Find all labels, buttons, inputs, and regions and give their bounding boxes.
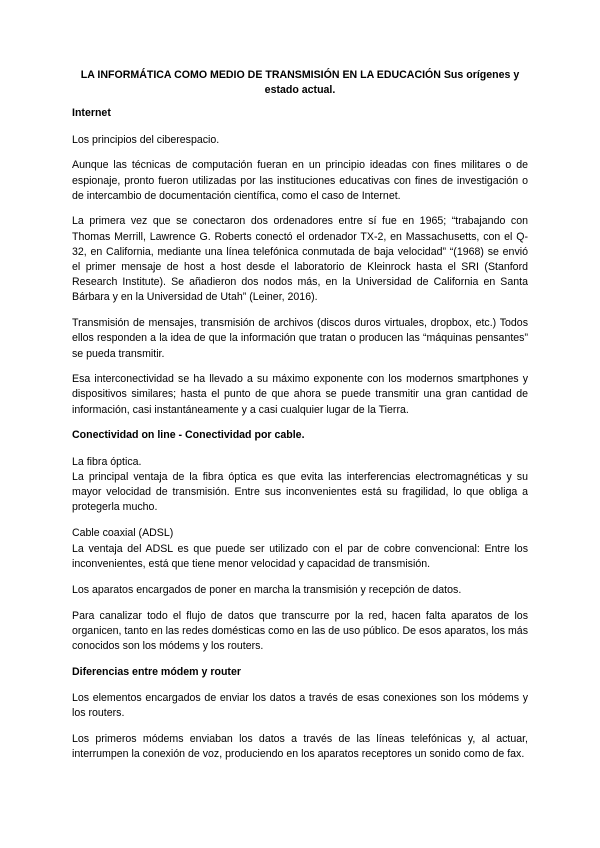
- paragraph: La primera vez que se conectaron dos ordenadores entre sí fue en 1965; “trabajando con Thomas Merrill, Lawrence G. Roberts conectó el ordenador TX-2, en Massachusetts, con el Q-32, en California, mediante una línea telefónica conmutada de baja velocidad” “(1968) se envió el primer mensaje de host a host desde el laboratorio de Kleinrock hasta el SRI (Stanford Research Institute). Se añadieron dos nodos más, en la Universidad de California en Santa Bárbara y en la Universidad de Utah” (Leiner, 2016).: [72, 215, 528, 304]
- section-heading-diferencias: Diferencias entre módem y router: [72, 665, 241, 678]
- subheading-cable: Cable coaxial (ADSL): [72, 527, 174, 540]
- paragraph: La principal ventaja de la fibra óptica es que evita las interferencias electromagnéticas y su mayor velocidad de transmisión. Entre sus inconvenientes está su fragilidad, lo que obliga a protegerla mucho.: [72, 470, 528, 514]
- section-heading-conectividad: Conectividad on line - Conectividad por cable.: [72, 429, 305, 442]
- paragraph: Transmisión de mensajes, transmisión de archivos (discos duros virtuales, dropbox, etc.) Todos ellos responden a la idea de que la información que tratan o producen las “máquinas pensantes” se pueda transmitir.: [72, 317, 528, 360]
- paragraph: Los aparatos encargados de poner en marcha la transmisión y recepción de datos.: [72, 583, 462, 596]
- document-title: LA INFORMÁTICA COMO MEDIO DE TRANSMISIÓN EN LA EDUCACIÓN Sus orígenes y estado actual.: [80, 69, 520, 97]
- paragraph: Los principios del ciberespacio.: [72, 133, 220, 146]
- fibra-optica-block: [72, 455, 528, 516]
- paragraph: La ventaja del ADSL es que puede ser utilizado con el par de cobre convencional: Entre los inconvenientes, está que tiene menor velocidad y capacidad de transmisión.: [72, 542, 528, 570]
- section-heading-internet: Internet: [72, 107, 111, 120]
- cable-coaxial-block: [72, 526, 528, 572]
- paragraph: Esa interconectividad se ha llevado a su máximo exponente con los modernos smartphones y dispositivos similares; hasta el punto de que ahora se puede transmitir una gran cantidad de información, casi instantáneamente y a casi cualquier lugar de la Tierra.: [72, 373, 528, 416]
- subheading-fibra: La fibra óptica.: [72, 455, 142, 468]
- paragraph: Los elementos encargados de enviar los datos a través de esas conexiones son los módems y los routers.: [72, 692, 528, 720]
- paragraph: Aunque las técnicas de computación fueran en un principio ideadas con fines militares o de espionaje, pronto fueron utilizadas por las instituciones educativas con fines de investigación o de intercambio de documentación científica, como el caso de Internet.: [72, 159, 528, 202]
- paragraph: Los primeros módems enviaban los datos a través de las líneas telefónicas y, al actuar, interrumpen la conexión de voz, produciendo en los aparatos receptores un sonido como de fax.: [72, 732, 528, 761]
- paragraph: Para canalizar todo el flujo de datos que transcurre por la red, hacen falta aparatos de los organicen, tanto en las redes domésticas como en las de uso público. De esos aparatos, los más conocidos son los módems y los routers.: [72, 609, 528, 653]
